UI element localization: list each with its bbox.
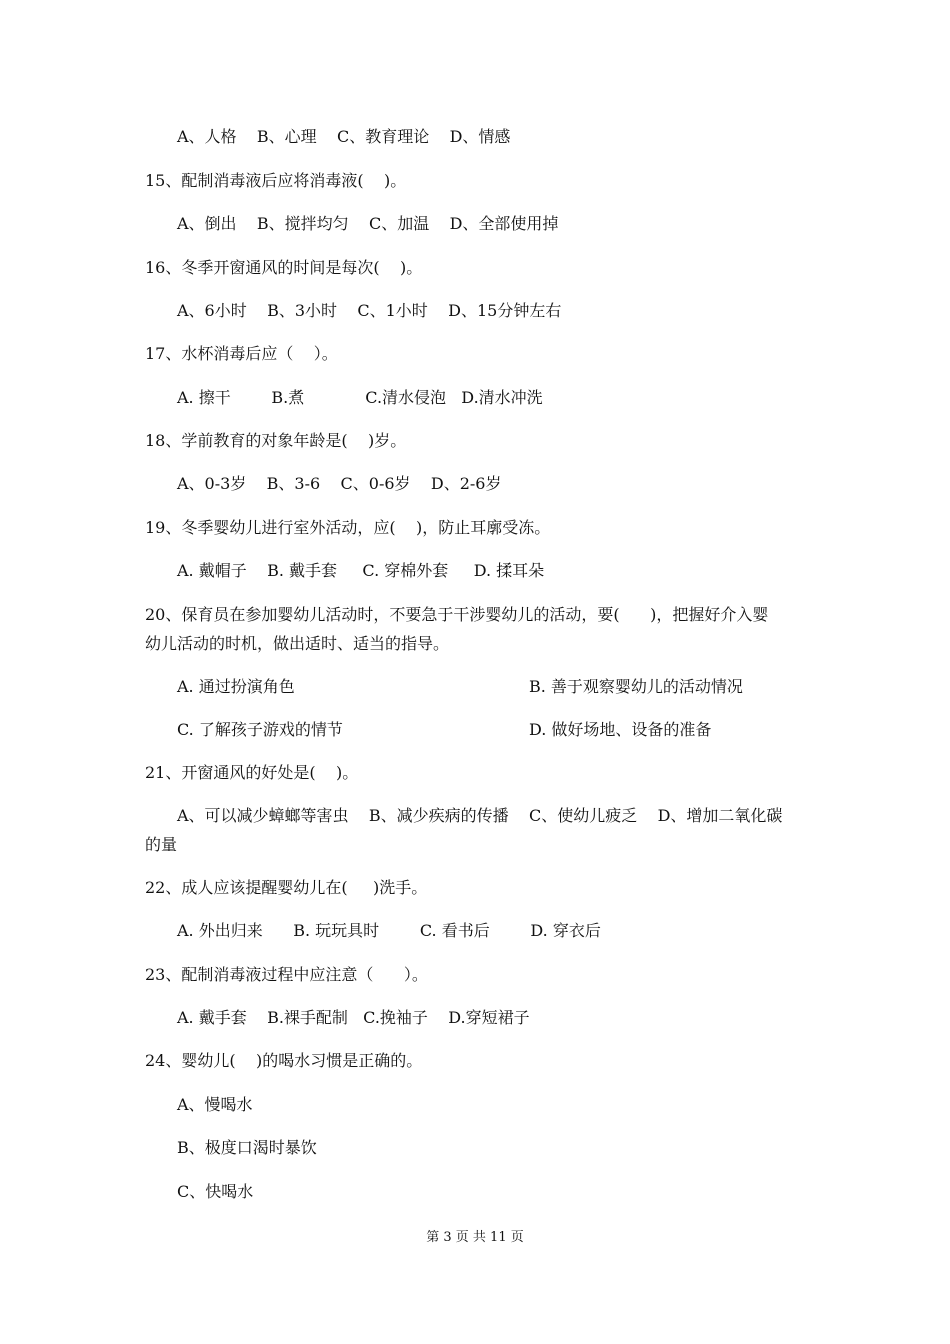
q20-stem-line1: 20、保育员在参加婴幼儿活动时，不要急于干涉婴幼儿的活动，要( )，把握好介入婴: [145, 605, 769, 624]
q21-options-line2: 的量: [145, 835, 178, 854]
q14-options: A、人格 B、心理 C、教育理论 D、情感: [177, 127, 511, 146]
q24-option-a: A、慢喝水: [177, 1095, 253, 1114]
q21-stem: 21、开窗通风的好处是( )。: [145, 763, 359, 782]
q22-stem: 22、成人应该提醒婴幼儿在( )洗手。: [145, 878, 428, 897]
q22-options: A. 外出归来 B. 玩玩具时 C. 看书后 D. 穿衣后: [177, 921, 601, 940]
q17-stem: 17、水杯消毒后应（ ）。: [145, 344, 338, 363]
q23-stem: 23、配制消毒液过程中应注意（ ）。: [145, 965, 428, 984]
q19-stem: 19、冬季婴幼儿进行室外活动，应( )，防止耳廓受冻。: [145, 518, 551, 537]
q24-option-c: C、快喝水: [177, 1182, 254, 1201]
q15-options: A、倒出 B、搅拌均匀 C、加温 D、全部使用掉: [177, 214, 559, 233]
q19-options: A. 戴帽子 B. 戴手套 C. 穿棉外套 D. 揉耳朵: [177, 561, 545, 580]
q16-stem: 16、冬季开窗通风的时间是每次( )。: [145, 258, 423, 277]
q15-stem: 15、配制消毒液后应将消毒液( )。: [145, 171, 407, 190]
q16-options: A、6小时 B、3小时 C、1小时 D、15分钟左右: [177, 301, 562, 320]
q24-option-b: B、极度口渴时暴饮: [177, 1138, 317, 1157]
q20-option-b: B. 善于观察婴幼儿的活动情况: [529, 677, 743, 696]
q18-stem: 18、学前教育的对象年龄是( )岁。: [145, 431, 407, 450]
q18-options: A、0-3岁 B、3-6 C、0-6岁 D、2-6岁: [177, 474, 502, 493]
page-footer: 第 3 页 共 11 页: [426, 1230, 524, 1245]
q20-option-c: C. 了解孩子游戏的情节: [177, 720, 343, 739]
q20-stem-line2: 幼儿活动的时机，做出适时、适当的指导。: [145, 634, 450, 653]
q20-option-d: D. 做好场地、设备的准备: [529, 720, 712, 739]
q24-stem: 24、婴幼儿( )的喝水习惯是正确的。: [145, 1051, 423, 1070]
q20-option-a: A. 通过扮演角色: [177, 677, 295, 696]
q23-options: A. 戴手套 B.裸手配制 C.挽袖子 D.穿短裙子: [177, 1008, 530, 1027]
q21-options-line1: A、可以减少蟑螂等害虫 B、减少疾病的传播 C、使幼儿疲乏 D、增加二氧化碳: [177, 806, 783, 825]
q17-options: A. 擦干 B.煮 C.清水侵泡 D.清水冲洗: [177, 388, 543, 407]
